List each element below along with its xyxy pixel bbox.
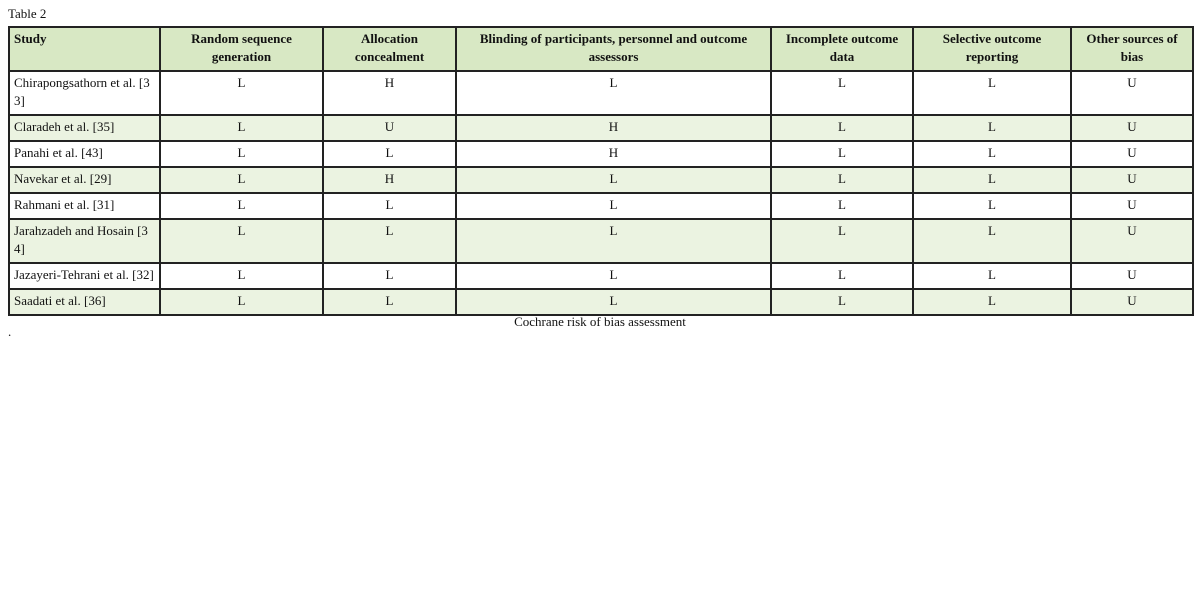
random-sequence-cell: L [160,219,323,263]
blinding-cell: L [456,167,771,193]
incomplete-data-cell: L [771,193,913,219]
allocation-cell: H [323,167,456,193]
incomplete-data-cell: L [771,115,913,141]
study-cell: Jarahzadeh and Hosain [34] [9,219,160,263]
selective-reporting-cell: L [913,115,1071,141]
selective-reporting-cell: L [913,193,1071,219]
allocation-cell: L [323,193,456,219]
header-incomplete-outcome-data: Incomplete outcome data [771,27,913,71]
blinding-cell: L [456,263,771,289]
selective-reporting-cell: L [913,219,1071,263]
header-random-sequence-generation: Random sequence generation [160,27,323,71]
study-cell: Navekar et al. [29] [9,167,160,193]
incomplete-data-cell: L [771,289,913,315]
incomplete-data-cell: L [771,263,913,289]
allocation-cell: U [323,115,456,141]
header-allocation-concealment: Allocation concealment [323,27,456,71]
table-header-row [9,27,1193,71]
study-cell: Chirapongsathorn et al. [33] [9,71,160,115]
random-sequence-cell: L [160,289,323,315]
blinding-cell: H [456,115,771,141]
other-bias-cell: U [1071,115,1193,141]
blinding-cell: L [456,289,771,315]
allocation-cell: H [323,71,456,115]
study-cell: Rahmani et al. [31] [9,193,160,219]
table-row [9,219,1193,263]
selective-reporting-cell: L [913,167,1071,193]
other-bias-cell: U [1071,219,1193,263]
random-sequence-cell: L [160,263,323,289]
random-sequence-cell: L [160,71,323,115]
study-cell: Panahi et al. [43] [9,141,160,167]
risk-of-bias-table [8,26,1194,316]
blinding-cell: H [456,141,771,167]
other-bias-cell: U [1071,263,1193,289]
study-cell: Saadati et al. [36] [9,289,160,315]
blinding-cell: L [456,219,771,263]
blinding-cell: L [456,193,771,219]
allocation-cell: L [323,141,456,167]
other-bias-cell: U [1071,71,1193,115]
incomplete-data-cell: L [771,71,913,115]
table-label: Table 2 [8,6,47,21]
other-bias-cell: U [1071,141,1193,167]
table-row [9,71,1193,115]
incomplete-data-cell: L [771,141,913,167]
incomplete-data-cell: L [771,167,913,193]
table-row [9,167,1193,193]
study-cell: Claradeh et al. [35] [9,115,160,141]
selective-reporting-cell: L [913,263,1071,289]
table-caption: Cochrane risk of bias assessment [514,314,686,329]
trailing-mark: . [8,324,12,339]
header-study: Study [9,27,160,71]
header-blinding: Blinding of participants, personnel and outcome assessors [456,27,771,71]
random-sequence-cell: L [160,115,323,141]
allocation-cell: L [323,263,456,289]
selective-reporting-cell: L [913,71,1071,115]
selective-reporting-cell: L [913,141,1071,167]
random-sequence-cell: L [160,193,323,219]
random-sequence-cell: L [160,141,323,167]
table-row [9,193,1193,219]
table-row [9,289,1193,315]
random-sequence-cell: L [160,167,323,193]
table-row [9,141,1193,167]
header-selective-outcome-reporting: Selective outcome reporting [913,27,1071,71]
study-cell: Jazayeri-Tehrani et al. [32] [9,263,160,289]
header-other-sources-of-bias: Other sources of bias [1071,27,1193,71]
selective-reporting-cell: L [913,289,1071,315]
other-bias-cell: U [1071,167,1193,193]
blinding-cell: L [456,71,771,115]
allocation-cell: L [323,289,456,315]
other-bias-cell: U [1071,193,1193,219]
other-bias-cell: U [1071,289,1193,315]
allocation-cell: L [323,219,456,263]
table-row [9,115,1193,141]
table-row [9,263,1193,289]
incomplete-data-cell: L [771,219,913,263]
